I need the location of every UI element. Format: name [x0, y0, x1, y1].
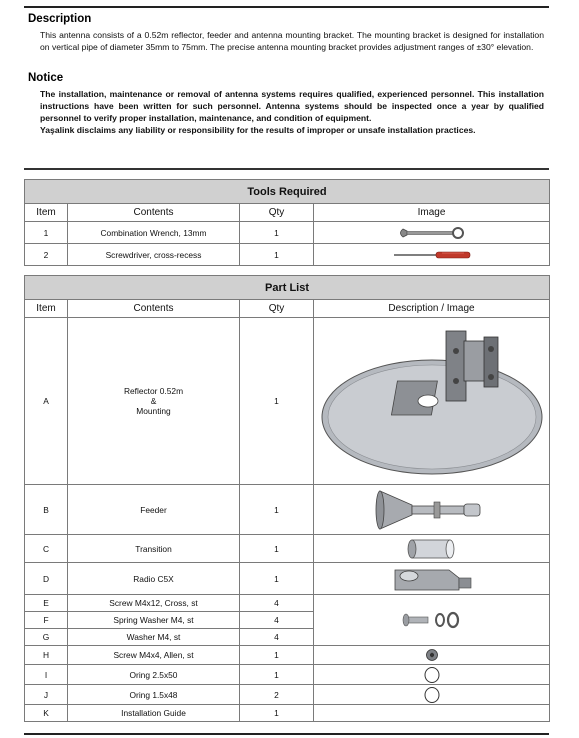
- part-item: H: [25, 646, 68, 665]
- part-contents: Screw M4x4, Allen, st: [68, 646, 240, 665]
- part-qty: 1: [240, 318, 314, 485]
- part-item: G: [25, 629, 68, 646]
- empty-image-cell: [314, 705, 550, 722]
- intro-section: [24, 10, 549, 170]
- notice-text-block: [40, 88, 544, 136]
- table-row: [25, 595, 550, 612]
- part-contents: Screw M4x12, Cross, st: [68, 595, 240, 612]
- screwdriver-icon: [314, 244, 550, 266]
- radio-icon: [314, 563, 550, 595]
- table-row: [25, 646, 550, 665]
- part-contents: [68, 318, 240, 485]
- wrench-icon: [314, 222, 550, 244]
- part-contents: Installation Guide: [68, 705, 240, 722]
- top-rule: [24, 6, 549, 8]
- notice-heading: Notice: [28, 72, 64, 84]
- table-row: [25, 563, 550, 595]
- table-row: [25, 485, 550, 535]
- screw-set-icon: [314, 595, 550, 646]
- part-contents: Radio C5X: [68, 563, 240, 595]
- tool-item: 1: [25, 222, 68, 244]
- part-item: J: [25, 685, 68, 705]
- tool-qty: 1: [240, 222, 314, 244]
- part-qty: 1: [240, 535, 314, 563]
- tool-contents: Combination Wrench, 13mm: [68, 222, 240, 244]
- part-item: F: [25, 612, 68, 629]
- feeder-icon: [314, 485, 550, 535]
- part-contents: Spring Washer M4, st: [68, 612, 240, 629]
- parts-col-qty: Qty: [240, 300, 314, 318]
- notice-disclaimer: Yaşalink disclaims any liability or responsibility for the results of improper or unsafe installation practices.: [40, 125, 476, 135]
- description-heading: Description: [28, 13, 92, 25]
- part-item: D: [25, 563, 68, 595]
- table-row: [25, 685, 550, 705]
- allen-screw-icon: [314, 646, 550, 665]
- tools-col-qty: Qty: [240, 204, 314, 222]
- notice-text: The installation, maintenance or removal of antenna systems requires qualified, experienced personnel. This installation instructions have been written for such personnel. Antenna systems should be inspected once a year by qualified personnel to verify proper installation, maintenance, and condition of equipment.: [40, 89, 544, 123]
- table-row: [25, 222, 550, 244]
- part-contents: Feeder: [68, 485, 240, 535]
- part-qty: 2: [240, 685, 314, 705]
- part-list-table: [24, 275, 550, 722]
- tool-item: 2: [25, 244, 68, 266]
- part-contents: Oring 2.5x50: [68, 665, 240, 685]
- tool-qty: 1: [240, 244, 314, 266]
- part-contents-line: &: [150, 396, 157, 406]
- part-item: K: [25, 705, 68, 722]
- part-contents: Oring 1.5x48: [68, 685, 240, 705]
- transition-icon: [314, 535, 550, 563]
- part-item: C: [25, 535, 68, 563]
- reflector-icon: [314, 318, 550, 485]
- part-item: E: [25, 595, 68, 612]
- part-contents: Transition: [68, 535, 240, 563]
- table-row: [25, 244, 550, 266]
- part-qty: 1: [240, 705, 314, 722]
- bottom-rule: [24, 733, 549, 735]
- table-row: [25, 535, 550, 563]
- part-item: I: [25, 665, 68, 685]
- part-qty: 1: [240, 563, 314, 595]
- tools-table: [24, 179, 550, 266]
- part-contents-line: Mounting: [136, 406, 171, 416]
- parts-title: Part List: [25, 276, 550, 300]
- tools-col-image: Image: [314, 204, 550, 222]
- part-contents-line: Reflector 0.52m: [123, 386, 184, 396]
- tool-contents: Screwdriver, cross-recess: [68, 244, 240, 266]
- table-row: [25, 318, 550, 485]
- part-item: A: [25, 318, 68, 485]
- part-qty: 4: [240, 595, 314, 612]
- part-qty: 1: [240, 646, 314, 665]
- part-qty: 1: [240, 665, 314, 685]
- parts-col-image: Description / Image: [314, 300, 550, 318]
- oring-icon: [314, 665, 550, 685]
- oring-icon: [314, 685, 550, 705]
- table-row: [25, 665, 550, 685]
- part-item: B: [25, 485, 68, 535]
- description-text: This antenna consists of a 0.52m reflector, feeder and antenna mounting bracket. The mounting bracket is designed for installation on vertical pipe of diameter 35mm to 75mm. The precise antenna mounting bracket provides adjustment ranges of ±30° elevation.: [40, 30, 544, 52]
- table-row: [25, 705, 550, 722]
- part-qty: 4: [240, 612, 314, 629]
- part-qty: 1: [240, 485, 314, 535]
- section-rule: [24, 168, 549, 170]
- tools-col-contents: Contents: [68, 204, 240, 222]
- tools-col-item: Item: [25, 204, 68, 222]
- parts-col-contents: Contents: [68, 300, 240, 318]
- part-qty: 4: [240, 629, 314, 646]
- tools-title: Tools Required: [25, 180, 550, 204]
- part-contents: Washer M4, st: [68, 629, 240, 646]
- parts-col-item: Item: [25, 300, 68, 318]
